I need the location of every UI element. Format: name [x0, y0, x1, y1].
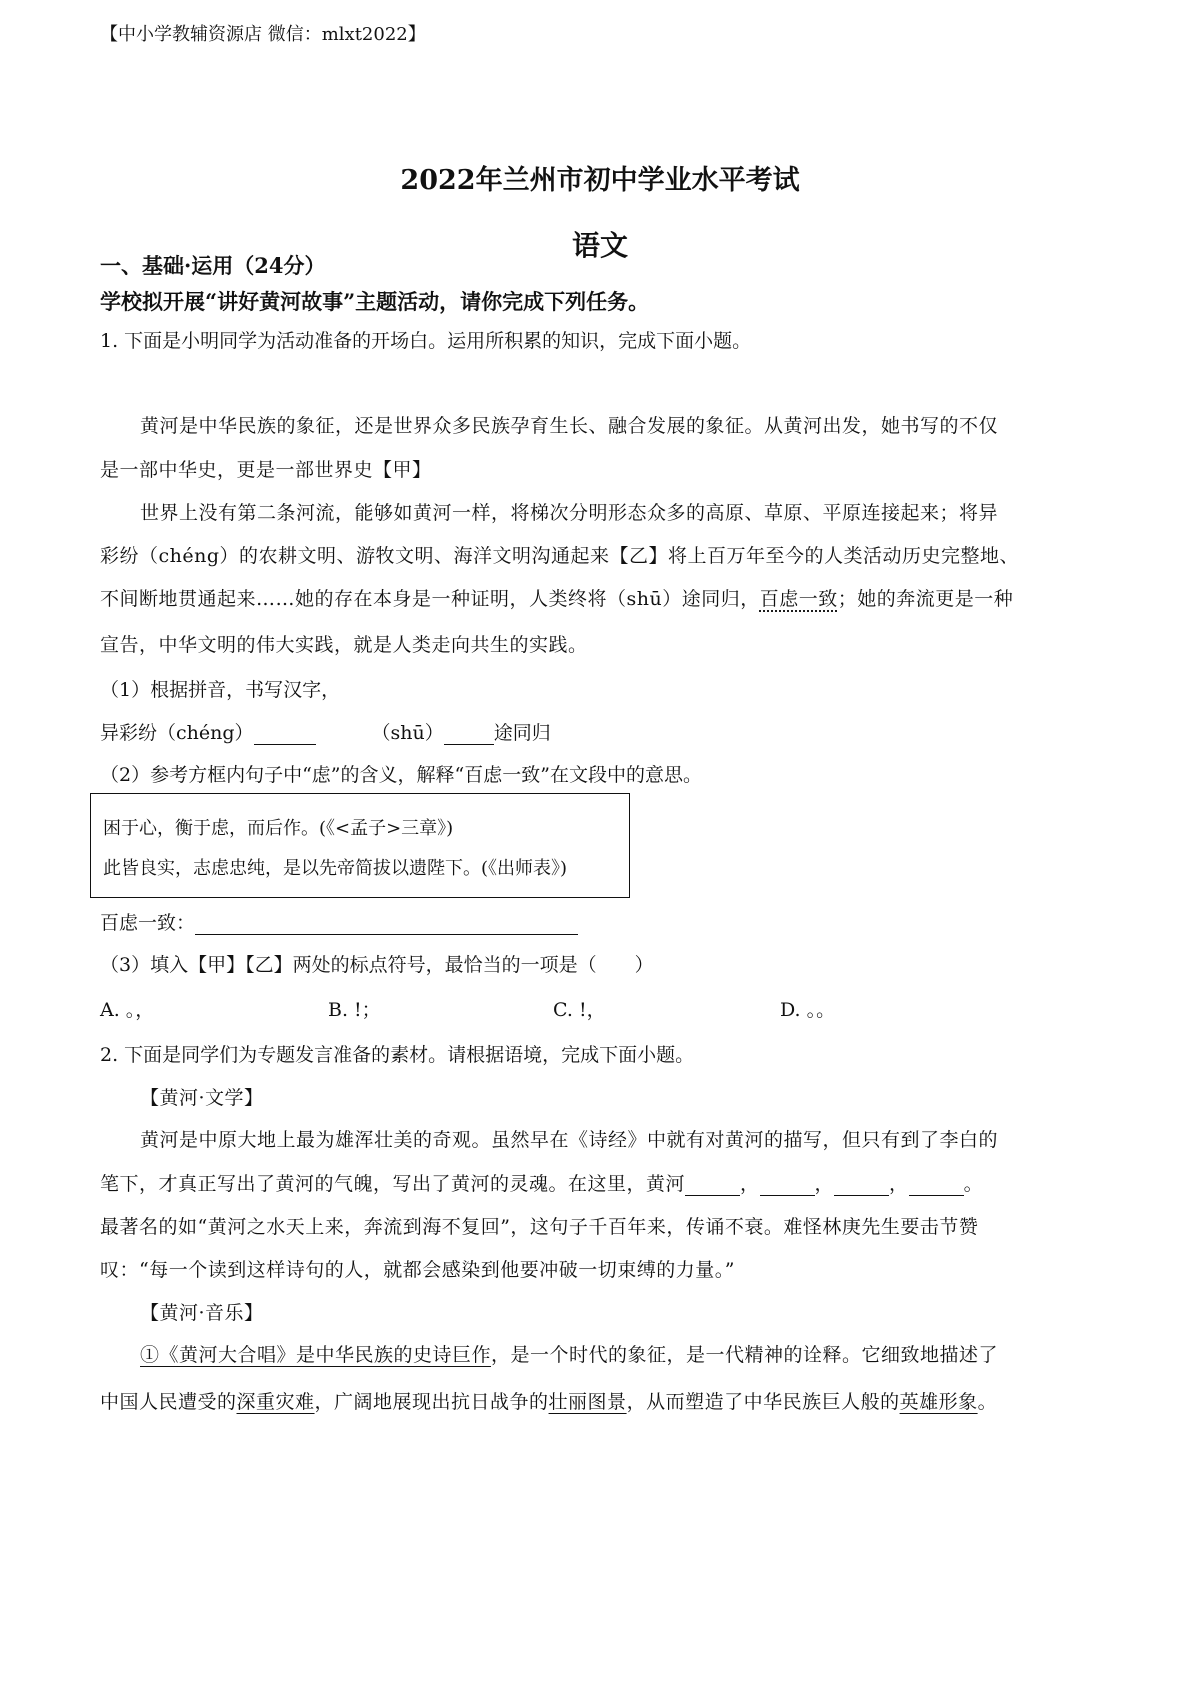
source-label: 【中小学教辅资源店 微信：mlxt2022】	[100, 24, 426, 45]
lit-line: 最著名的如“黄河之水天上来，奔流到海不复回”，这句子千百年来，传诵不衰。难怪林庚先生要击节赞	[100, 1216, 979, 1238]
option-b[interactable]: B. !；	[328, 999, 381, 1021]
exam-subject: 语文	[571, 229, 628, 262]
reference-box	[90, 793, 630, 898]
music-text: ，是一个时代的象征，是一代精神的诠释。它细致地描述了	[491, 1344, 999, 1366]
exam-title: 2022年兰州市初中学业水平考试	[400, 165, 800, 196]
underlined-phrase: 壮丽图景	[548, 1391, 627, 1413]
underlined-phrase: 英雄形象	[899, 1391, 978, 1413]
passage-text: ；她的奔流更是一种	[837, 588, 1014, 610]
q1-sub2-answer	[100, 908, 578, 935]
answer-blank[interactable]	[909, 1177, 964, 1196]
music-heading: 【黄河·音乐】	[140, 1302, 264, 1324]
section-intro: 学校拟开展“讲好黄河故事”主题活动，请你完成下列任务。	[100, 289, 650, 314]
q2-stem: 2. 下面是同学们为专题发言准备的素材。请根据语境，完成下面小题。	[100, 1044, 695, 1066]
reference-line: 困于心，衡于虑，而后作。(《<孟子>三章》)	[103, 818, 454, 839]
answer-blank[interactable]	[760, 1177, 815, 1196]
underlined-phrase: ①《黄河大合唱》是中华民族的史诗巨作	[140, 1344, 492, 1366]
answer-blank[interactable]	[685, 1177, 740, 1196]
lit-text: 笔下，才真正写出了黄河的气魄，写出了黄河的灵魂。在这里，黄河	[100, 1173, 686, 1195]
pinyin-prompt: 异彩纷（chéng）	[100, 722, 254, 744]
q1-sub1-blanks	[100, 718, 551, 745]
passage-line: 宣告，中华文明的伟大实践，就是人类走向共生的实践。	[100, 634, 588, 656]
section-heading: 一、基础·运用（24分）	[100, 253, 326, 278]
pinyin-suffix: 途同归	[493, 722, 551, 744]
music-text: ，从而塑造了中华民族巨人般的	[626, 1391, 900, 1413]
passage-line: 世界上没有第二条河流，能够如黄河一样，将梯次分明形态众多的高原、草原、平原连接起来；将异	[140, 502, 999, 524]
passage-line: 是一部中华史，更是一部世界史【甲】	[100, 459, 432, 481]
music-text: ，广阔地展现出抗日战争的	[314, 1391, 549, 1413]
passage-line	[100, 584, 1013, 611]
lit-line: 黄河是中原大地上最为雄浑壮美的奇观。虽然早在《诗经》中就有对黄河的描写，但只有到了李白的	[140, 1129, 999, 1151]
music-text: 中国人民遭受的	[100, 1391, 237, 1413]
passage-line: 黄河是中华民族的象征，还是世界众多民族孕育生长、融合发展的象征。从黄河出发，她书写的不仅	[140, 415, 999, 437]
answer-blank[interactable]	[254, 726, 316, 745]
passage-line: 彩纷（chéng）的农耕文明、游牧文明、海洋文明沟通起来【乙】将上百万年至今的人类活动历史完整地、	[100, 545, 1020, 567]
option-a[interactable]: A. 。，	[100, 999, 155, 1021]
music-text: 。	[977, 1391, 998, 1413]
q1-stem: 1. 下面是小明同学为活动准备的开场白。运用所积累的知识，完成下面小题。	[100, 330, 752, 352]
q1-sub3: （3）填入【甲】【乙】两处的标点符号，最恰当的一项是（ ）	[100, 954, 654, 976]
answer-blank[interactable]	[834, 1177, 889, 1196]
answer-label: 百虑一致：	[100, 912, 196, 934]
lit-line: 叹：“每一个读到这样诗句的人，就都会感染到他要冲破一切束缚的力量。”	[100, 1259, 735, 1281]
reference-line: 此皆良实，志虑忠纯，是以先帝简拔以遗陛下。(《出师表》)	[103, 858, 568, 879]
pinyin-prompt: （shū）	[371, 722, 444, 744]
music-line	[140, 1340, 998, 1367]
answer-blank[interactable]	[195, 916, 578, 935]
music-line	[100, 1387, 997, 1414]
option-c[interactable]: C. !，	[553, 999, 606, 1021]
lit-heading: 【黄河·文学】	[140, 1087, 264, 1109]
answer-blank[interactable]	[444, 726, 494, 745]
q1-sub1: （1）根据拼音，书写汉字，	[100, 679, 341, 701]
emphasized-phrase: 百虑一致	[759, 588, 838, 610]
passage-text: 不间断地贯通起来……她的存在本身是一种证明，人类终将（shū）途同归，	[100, 588, 760, 610]
option-d[interactable]: D. 。。	[780, 999, 836, 1021]
underlined-phrase: 深重灾难	[236, 1391, 315, 1413]
q1-sub2: （2）参考方框内句子中“虑”的含义，解释“百虑一致”在文段中的意思。	[100, 764, 702, 786]
lit-line: 笔下，才真正写出了黄河的气魄，写出了黄河的灵魂。在这里，黄河 ， ， ， 。	[100, 1173, 984, 1195]
